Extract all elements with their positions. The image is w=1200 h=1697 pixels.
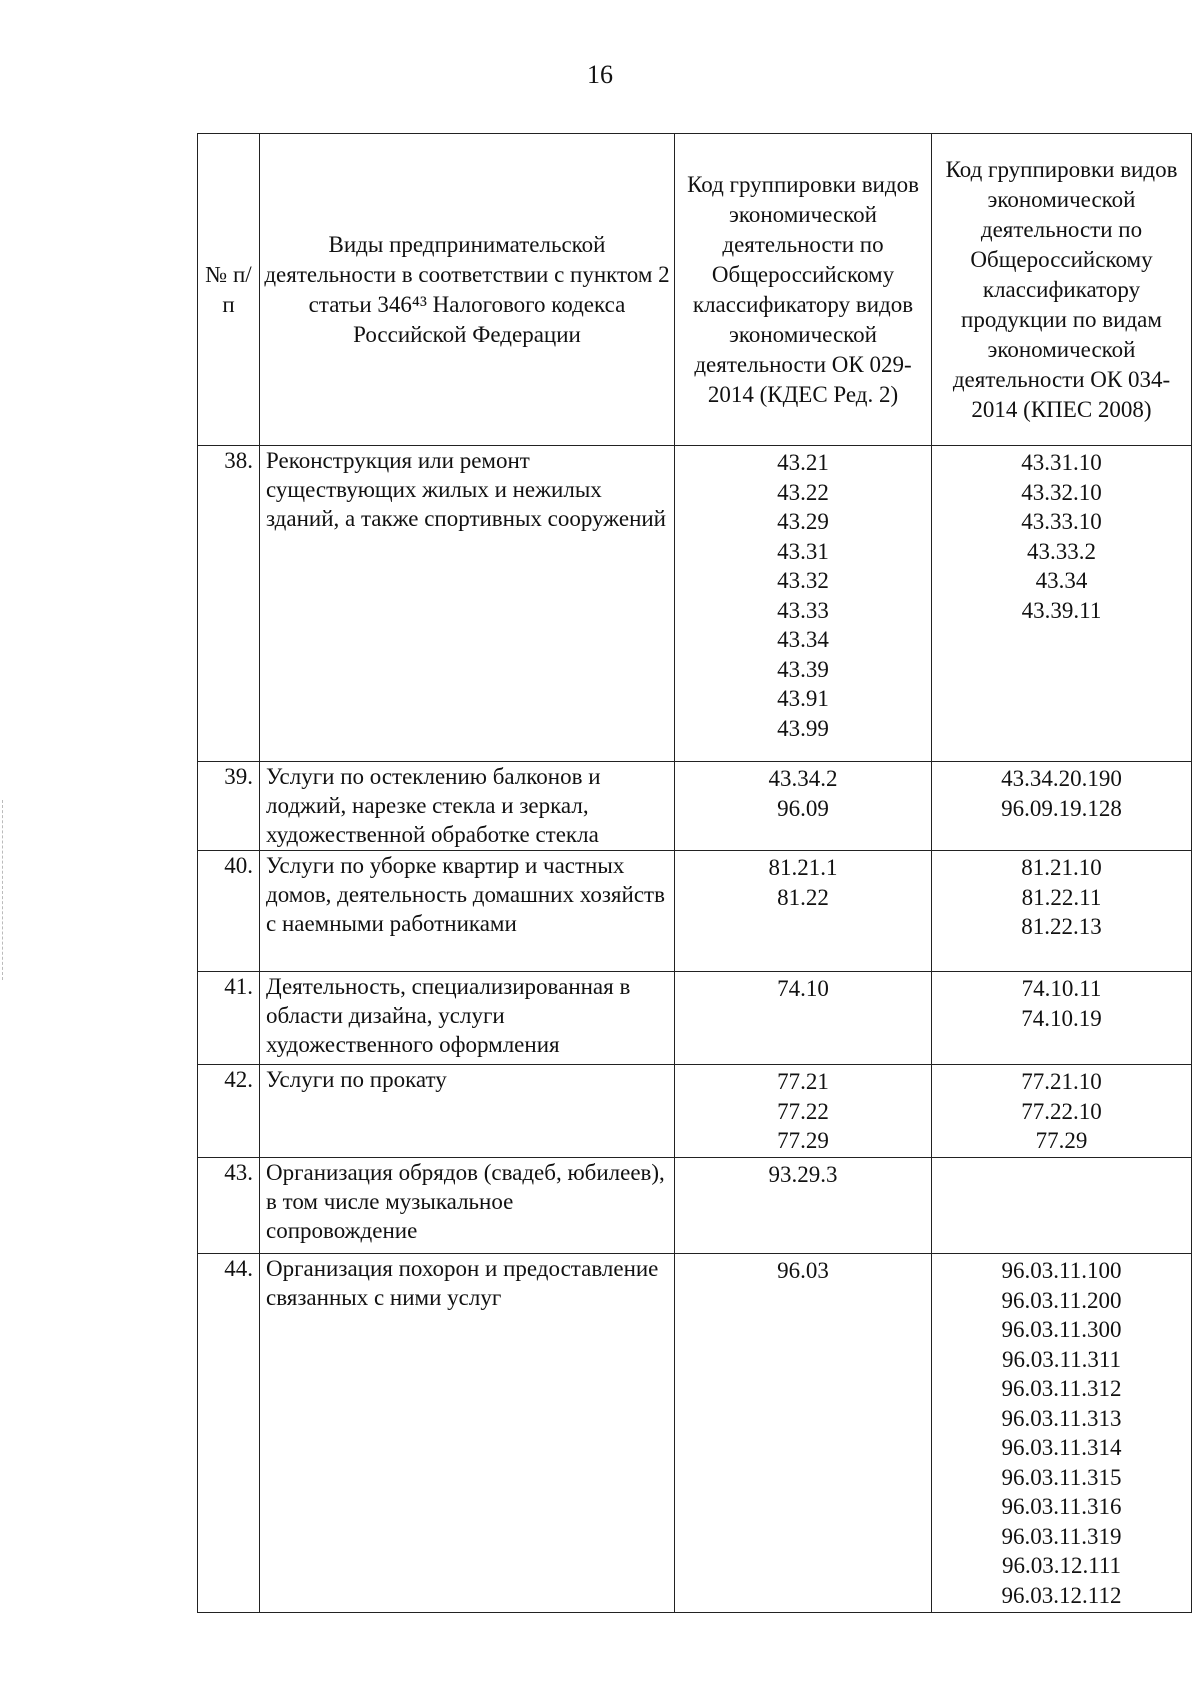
header-okpd: Код группировки видов экономической деятельности по Общероссийскому классификатору продукции по видам экономической деятельности ОК 034-2014 (КПЕС 2008) — [932, 134, 1192, 446]
okpd-code: 74.10.19 — [1021, 1005, 1102, 1031]
okved-code: 77.21 — [777, 1069, 829, 1094]
row-number: 42. — [198, 1065, 260, 1158]
okved-code: 81.21.1 — [768, 855, 838, 880]
okpd-code: 43.34 — [1035, 568, 1088, 593]
header-num: № п/п — [198, 134, 260, 446]
okpd-code: 96.09.19.128 — [1001, 795, 1122, 821]
okpd-code: 96.03.11.315 — [1001, 1464, 1122, 1490]
table-header-row — [198, 134, 1192, 446]
row-okved-codes — [675, 851, 932, 972]
table-row — [198, 972, 1192, 1065]
row-activity: Организация обрядов (свадеб, юбилеев), в том числе музыкальное сопровождение — [260, 1158, 675, 1254]
row-okpd-codes — [932, 1065, 1192, 1158]
row-number: 40. — [198, 851, 260, 972]
okpd-code: 96.03.11.316 — [1001, 1494, 1122, 1519]
okved-code: 96.09 — [777, 795, 829, 821]
margin-scan-marks — [2, 800, 7, 980]
row-activity: Организация похорон и предоставление связанных с ними услуг — [260, 1254, 675, 1613]
row-okved-codes — [675, 1158, 932, 1254]
okpd-code: 43.34.20.190 — [1001, 766, 1122, 791]
table-row — [198, 851, 1192, 972]
row-okved-codes — [675, 972, 932, 1065]
row-okpd-codes — [932, 446, 1192, 762]
row-okved-codes — [675, 446, 932, 762]
row-number: 38. — [198, 446, 260, 762]
okpd-code: 77.22.10 — [1021, 1098, 1102, 1124]
okpd-code: 43.32.10 — [1021, 479, 1102, 505]
okved-code: 43.32 — [777, 568, 829, 593]
okved-code: 77.22 — [777, 1098, 829, 1124]
row-okpd-codes — [932, 972, 1192, 1065]
okpd-code: 77.21.10 — [1021, 1069, 1102, 1094]
okpd-code: 81.22.11 — [1021, 884, 1102, 910]
okpd-code: 43.31.10 — [1021, 450, 1102, 475]
okved-code: 43.34.2 — [768, 766, 838, 791]
okved-code: 96.03 — [777, 1258, 829, 1283]
row-number: 43. — [198, 1158, 260, 1254]
row-number: 44. — [198, 1254, 260, 1613]
okpd-code: 96.03.12.111 — [1001, 1553, 1122, 1578]
okpd-code: 96.03.11.311 — [1001, 1346, 1122, 1372]
okved-code: 43.31 — [777, 538, 829, 564]
okpd-code: 43.33.10 — [1021, 509, 1102, 534]
okved-code: 74.10 — [777, 976, 829, 1001]
okpd-code: 96.03.12.112 — [1001, 1582, 1122, 1608]
okpd-code: 81.22.13 — [1021, 914, 1102, 939]
okved-code: 77.29 — [777, 1128, 829, 1153]
table-row — [198, 762, 1192, 851]
okpd-code: 43.33.2 — [1027, 538, 1096, 564]
okpd-code: 43.39.11 — [1021, 597, 1102, 623]
okpd-code: 96.03.11.300 — [1001, 1317, 1122, 1342]
row-okpd-codes — [932, 1254, 1192, 1613]
row-okpd-codes — [932, 762, 1192, 851]
page-number: 16 — [587, 60, 613, 89]
table-row — [198, 446, 1192, 762]
row-activity: Услуги по остеклению балконов и лоджий, нарезке стекла и зеркал, художественной обработке стекла — [260, 762, 675, 851]
header-okved: Код группировки видов экономической деятельности по Общероссийскому классификатору видов экономической деятельности ОК 029-2014 (КДЕС Ред. 2) — [675, 134, 932, 446]
okpd-code: 81.21.10 — [1021, 855, 1102, 880]
row-activity: Реконструкция или ремонт существующих жилых и нежилых зданий, а также спортивных сооружений — [260, 446, 675, 762]
header-activity: Виды предпринимательской деятельности в соответствии с пунктом 2 статьи 346⁴³ Налогового кодекса Российской Федерации — [260, 134, 675, 446]
okved-code: 43.99 — [777, 715, 829, 741]
okpd-code: 96.03.11.200 — [1001, 1287, 1122, 1313]
row-activity: Услуги по уборке квартир и частных домов, деятельность домашних хозяйств с наемными работниками — [260, 851, 675, 972]
row-okved-codes — [675, 1254, 932, 1613]
okpd-code: 96.03.11.312 — [1001, 1376, 1122, 1401]
row-number: 41. — [198, 972, 260, 1065]
row-activity: Услуги по прокату — [260, 1065, 675, 1158]
okved-code: 43.29 — [777, 509, 829, 534]
table-row — [198, 1065, 1192, 1158]
okpd-code: 74.10.11 — [1021, 976, 1102, 1001]
activity-codes-table — [197, 133, 1192, 1613]
okpd-code: 96.03.11.314 — [1001, 1435, 1122, 1460]
okpd-code: 96.03.11.319 — [1001, 1523, 1122, 1549]
row-activity: Деятельность, специализированная в области дизайна, услуги художественного оформления — [260, 972, 675, 1065]
row-okved-codes — [675, 1065, 932, 1158]
okpd-code: 96.03.11.100 — [1001, 1258, 1122, 1283]
okved-code: 81.22 — [777, 884, 829, 910]
okved-code: 43.21 — [777, 450, 829, 475]
row-okpd-codes — [932, 1158, 1192, 1254]
table-row — [198, 1254, 1192, 1613]
table-body — [198, 446, 1192, 1613]
okved-code: 93.29.3 — [768, 1162, 838, 1187]
table-row — [198, 1158, 1192, 1254]
okved-code: 43.22 — [777, 479, 829, 505]
okved-code: 43.34 — [777, 627, 829, 652]
okpd-code: 96.03.11.313 — [1001, 1405, 1122, 1431]
row-okved-codes — [675, 762, 932, 851]
okved-code: 43.33 — [777, 597, 829, 623]
row-number: 39. — [198, 762, 260, 851]
okved-code: 43.39 — [777, 656, 829, 682]
row-okpd-codes — [932, 851, 1192, 972]
okpd-code: 77.29 — [1035, 1128, 1088, 1153]
okved-code: 43.91 — [777, 686, 829, 711]
